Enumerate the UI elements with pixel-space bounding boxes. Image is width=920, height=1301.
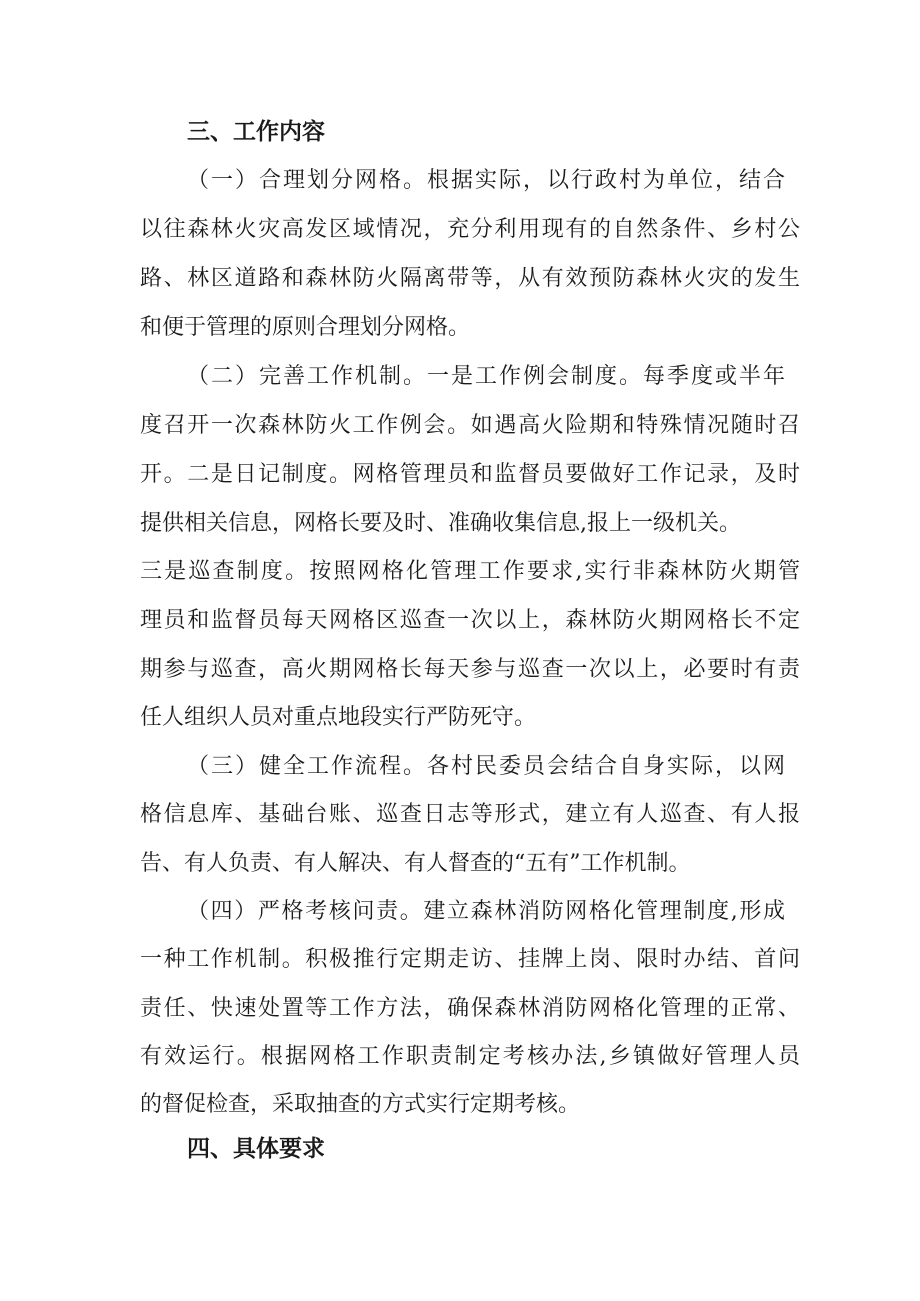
paragraph-2-line-6: 理员和监督员每天网格区巡查一次以上，森林防火期网格长不定 <box>140 608 800 633</box>
paragraph-1-line-2: 以往森林火灾高发区域情况，充分利用现有的自然条件、乡村公 <box>140 217 800 242</box>
paragraph-1-line-1: （一）合理划分网格。根据实际，以行政村为单位，结合 <box>187 168 785 193</box>
paragraph-4-line-3: 责任、快速处置等工作方法，确保森林消防网格化管理的正常、 <box>140 996 800 1021</box>
paragraph-3-line-2: 格信息库、基础台账、巡查日志等形式，建立有人巡查、有人报 <box>140 802 800 827</box>
paragraph-4-line-5: 的督促检查，采取抽查的方式实行定期考核。 <box>140 1092 581 1117</box>
paragraph-3-line-1: （三）健全工作流程。各村民委员会结合自身实际，以网 <box>187 754 785 779</box>
paragraph-2-line-8: 任人组织人员对重点地段实行严防死守。 <box>140 705 537 730</box>
paragraph-2-line-1: （二）完善工作机制。一是工作例会制度。每季度或半年 <box>187 364 785 389</box>
section-heading-3: 三、工作内容 <box>187 119 325 145</box>
paragraph-4-line-4: 有效运行。根据网格工作职责制定考核办法,乡镇做好管理人员 <box>140 1044 800 1069</box>
paragraph-3-line-3: 告、有人负责、有人解决、有人督查的“五有”工作机制。 <box>140 851 691 876</box>
paragraph-2-line-2: 度召开一次森林防火工作例会。如遇高火险期和特殊情况随时召 <box>140 413 800 438</box>
paragraph-2-line-7: 期参与巡查，高火期网格长每天参与巡查一次以上，必要时有责 <box>140 657 800 682</box>
paragraph-4-line-1: （四）严格考核问责。建立森林消防网格化管理制度,形成 <box>187 899 785 924</box>
paragraph-1-line-3: 路、林区道路和森林防火隔离带等，从有效预防森林火灾的发生 <box>140 266 800 291</box>
paragraph-2-line-3: 开。二是日记制度。网格管理员和监督员要做好工作记录，及时 <box>140 462 800 487</box>
section-heading-4: 四、具体要求 <box>187 1136 325 1162</box>
paragraph-4-line-2: 一种工作机制。积极推行定期走访、挂牌上岗、限时办结、首问 <box>140 947 800 972</box>
paragraph-2-line-5: 三是巡查制度。按照网格化管理工作要求,实行非森林防火期管 <box>140 559 800 584</box>
paragraph-2-line-4: 提供相关信息，网格长要及时、准确收集信息,报上一级机关。 <box>140 511 741 536</box>
paragraph-1-line-4: 和便于管理的原则合理划分网格。 <box>140 315 471 340</box>
